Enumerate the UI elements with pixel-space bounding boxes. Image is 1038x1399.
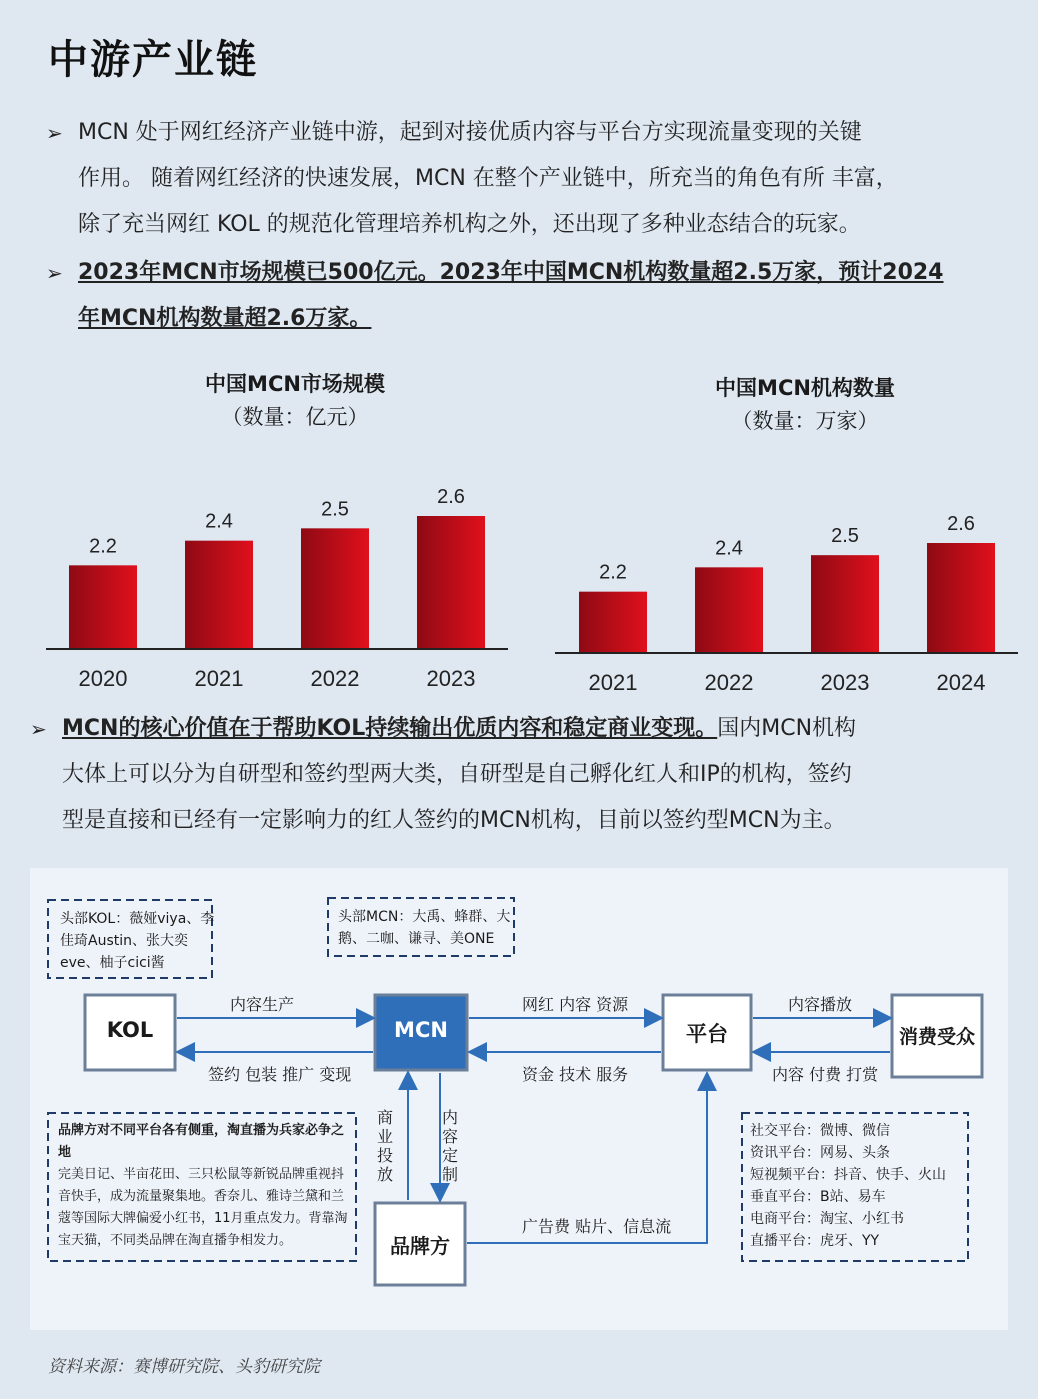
data-label: 2.4 (715, 537, 743, 560)
chart1-title: 中国MCN市场规模 (205, 372, 385, 396)
brand-node-label: 品牌方 (390, 1234, 450, 1258)
bullet1-line-1: MCN 处于网红经济产业链中游，起到对接优质内容与平台方实现流量变现的关键 (78, 120, 862, 145)
arrow-bullet-icon: ➢ (46, 121, 63, 145)
brand-note-head: 品牌方对不同平台各有侧重，淘直播为兵家必争之 (58, 1123, 345, 1138)
x-tick-label: 2021 (194, 666, 244, 691)
kol-note-line: eve、柚子cici酱 (60, 955, 165, 971)
data-label: 2.6 (947, 513, 975, 535)
source-note: 资料来源：赛博研究院、头豹研究院 (48, 1357, 320, 1377)
edge-content-pay: 内容 付费 打赏 (772, 1065, 879, 1084)
platform-note-line: 电商平台：淘宝、小红书 (750, 1211, 904, 1227)
arrow-bullet-icon: ➢ (30, 717, 47, 741)
kol-node-label: KOL (106, 1018, 154, 1042)
chart2-title-block (650, 372, 960, 438)
bar-2020 (69, 565, 137, 649)
bullet1-line-3: 除了充当网红 KOL 的规范化管理培养机构之外，还出现了多种业态结合的玩家。 (78, 212, 861, 237)
edge-content-custom: 内容定制 (442, 1108, 459, 1184)
edge-ad-fee: 广告费 贴片、信息流 (522, 1217, 672, 1236)
chart1-title-block (140, 368, 450, 434)
brand-note-line: 蔻等国际大牌偏爱小红书，11月重点发力。背靠淘 (58, 1211, 348, 1226)
bullet3-line-2: 大体上可以分为自研型和签约型两大类，自研型是自己孵化红人和IP的机构，签约 (62, 762, 852, 787)
bar-2024 (927, 543, 995, 653)
data-label: 2.4 (205, 510, 233, 533)
bullet3-line-1 (62, 706, 856, 752)
brand-note-line: 音快手，成为流量聚集地。香奈儿、雅诗兰黛和兰 (58, 1189, 345, 1204)
data-label: 2.5 (831, 525, 859, 548)
platform-note-line: 短视频平台：抖音、快手、火山 (750, 1167, 946, 1183)
kol-note-line: 佳琦Austin、张大奕 (60, 933, 188, 949)
bar-2021 (185, 541, 253, 649)
industry-chain-diagram (30, 868, 1008, 1330)
edge-influencer-content: 网红 内容 资源 (522, 995, 629, 1014)
market-size-chart (40, 470, 520, 700)
bullet2-line-2: 年MCN机构数量超2.6万家。 (78, 306, 372, 331)
brand-note-line: 宝天猫，不同类品牌在淘直播争相发力。 (58, 1233, 293, 1248)
kol-note-line: 头部KOL：薇娅viya、李 (60, 911, 215, 927)
data-label: 2.2 (599, 561, 627, 584)
bullet2-line-1: 2023年MCN市场规模已500亿元。2023年中国MCN机构数量超2.5万家，预计2024 (78, 260, 944, 285)
chart2-title: 中国MCN机构数量 (715, 376, 895, 400)
platform-note (750, 1120, 964, 1252)
brand-note-head-2: 地 (58, 1145, 72, 1160)
brand-note-line: 完美日记、半亩花田、三只松鼠等新锐品牌重视抖 (58, 1167, 345, 1182)
edge-commercial: 商业投放 (377, 1108, 394, 1184)
bar-2022 (695, 567, 763, 653)
bar-2022 (301, 528, 369, 649)
bar-2021 (579, 592, 647, 653)
arrow-bullet-icon: ➢ (46, 261, 63, 285)
mcn-note (338, 906, 510, 950)
bullet3-rest: 国内MCN机构 (717, 716, 857, 741)
x-tick-label: 2023 (426, 666, 476, 691)
edge-sign-package: 签约 包装 推广 变现 (208, 1065, 352, 1084)
bullet3-line-3: 型是直接和已经有一定影响力的红人签约的MCN机构，目前以签约型MCN为主。 (62, 808, 846, 833)
brand-note (58, 1120, 352, 1252)
platform-node-label: 平台 (686, 1022, 728, 1046)
mcn-note-line: 头部MCN：大禹、蜂群、大 (338, 909, 511, 925)
edge-content-play: 内容播放 (788, 995, 853, 1014)
x-tick-label: 2021 (588, 670, 638, 695)
data-label: 2.2 (89, 535, 117, 558)
kol-note (60, 908, 214, 974)
platform-note-line: 社交平台：微博、微信 (750, 1123, 890, 1139)
bar-2023 (417, 516, 485, 649)
platform-note-line: 垂直平台：B站、易车 (750, 1189, 886, 1205)
bullet1-line-2: 作用。 随着网红经济的快速发展，MCN 在整个产业链中，所充当的角色有所 丰富， (78, 166, 898, 191)
bullet3-bold: MCN的核心价值在于帮助KOL持续输出优质内容和稳定商业变现。 (62, 716, 718, 741)
chart1-subtitle: （数量：亿元） (221, 405, 369, 429)
edge-capital-tech: 资金 技术 服务 (522, 1065, 629, 1084)
edge-content-production: 内容生产 (230, 995, 295, 1014)
page-title: 中游产业链 (48, 36, 258, 83)
x-tick-label: 2024 (936, 670, 986, 695)
x-tick-label: 2022 (704, 670, 754, 695)
chart2-subtitle: （数量：万家） (731, 409, 879, 433)
mcn-count-chart (548, 495, 1028, 705)
x-tick-label: 2020 (78, 666, 128, 691)
bar-2023 (811, 555, 879, 653)
x-tick-label: 2022 (310, 666, 360, 691)
consumer-node-label: 消费受众 (898, 1026, 975, 1048)
data-label: 2.6 (437, 486, 465, 508)
x-tick-label: 2023 (820, 670, 870, 695)
mcn-note-line: 鹅、二咖、谦寻、美ONE (338, 931, 495, 947)
mcn-node-label: MCN (394, 1018, 448, 1042)
platform-note-line: 直播平台：虎牙、YY (750, 1233, 880, 1249)
platform-note-line: 资讯平台：网易、头条 (750, 1145, 890, 1161)
data-label: 2.5 (321, 498, 349, 521)
